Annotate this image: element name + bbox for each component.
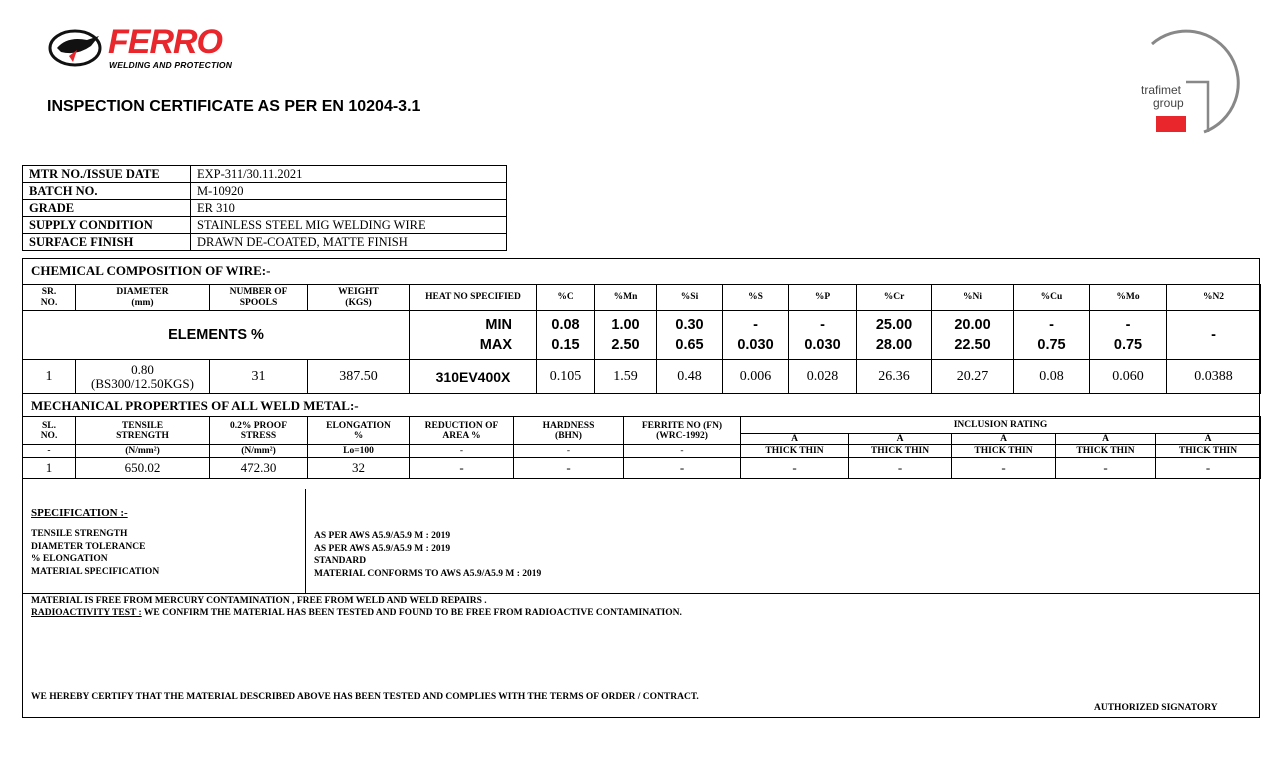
- limit-cr: 25.00 28.00: [857, 311, 932, 360]
- cell-sr: 1: [23, 360, 76, 394]
- cell-proof: 472.30: [210, 458, 308, 479]
- col-proof: 0.2% PROOF STRESS: [210, 417, 308, 445]
- col-ni: %Ni: [932, 285, 1014, 311]
- unit-elongation: Lo=100: [308, 445, 410, 458]
- col-mo: %Mo: [1090, 285, 1167, 311]
- spec-value: STANDARD: [314, 556, 367, 566]
- cell-mo: 0.060: [1090, 360, 1167, 394]
- cell-tensile: 650.02: [76, 458, 210, 479]
- mech-units-row: [23, 445, 1261, 458]
- certificate-title: INSPECTION CERTIFICATE AS PER EN 10204-3.1: [47, 98, 421, 115]
- chemical-header-row: [23, 285, 1261, 311]
- col-cu: %Cu: [1014, 285, 1090, 311]
- unit-tensile: (N/mm²): [76, 445, 210, 458]
- col-n2: %N2: [1167, 285, 1261, 311]
- cell-c: 0.105: [537, 360, 595, 394]
- cell-hardness: -: [514, 458, 624, 479]
- col-heat: HEAT NO SPECIFIED: [410, 285, 537, 311]
- info-row: [23, 166, 507, 183]
- col-tensile: TENSILE STRENGTH: [76, 417, 210, 445]
- col-si: %Si: [657, 285, 723, 311]
- cell-mn: 1.59: [595, 360, 657, 394]
- unit-sl: -: [23, 445, 76, 458]
- cell-cr: 26.36: [857, 360, 932, 394]
- brand-name: FERRO: [108, 23, 222, 61]
- cell-spools: 31: [210, 360, 308, 394]
- limit-c: 0.08 0.15: [537, 311, 595, 360]
- info-value: M-10920: [191, 183, 507, 200]
- mechanical-title: MECHANICAL PROPERTIES OF ALL WELD METAL:-: [31, 398, 359, 413]
- radioactivity-text: WE CONFIRM THE MATERIAL HAS BEEN TESTED AND FOUND TO BE FREE FROM RADIOACTIVE CONTAMINATION.: [141, 608, 682, 618]
- mercury-note: MATERIAL IS FREE FROM MERCURY CONTAMINATION , FREE FROM WELD AND WELD REPAIRS .: [31, 596, 487, 606]
- cell-ni: 20.27: [932, 360, 1014, 394]
- elements-label: ELEMENTS %: [23, 311, 410, 360]
- inclusion-a: A: [952, 434, 1056, 445]
- cell-cu: 0.08: [1014, 360, 1090, 394]
- info-label: BATCH NO.: [23, 183, 191, 200]
- info-row: [23, 234, 507, 251]
- col-spools: NUMBER OF SPOOLS: [210, 285, 308, 311]
- radioactivity-note: [31, 608, 682, 618]
- col-weight: WEIGHT (KGS): [308, 285, 410, 311]
- mechanical-table: [22, 416, 1261, 479]
- info-value: STAINLESS STEEL MIG WELDING WIRE: [191, 217, 507, 234]
- thick-thin: THICK THIN: [1056, 445, 1156, 458]
- col-c: %C: [537, 285, 595, 311]
- spec-label: DIAMETER TOLERANCE: [31, 542, 146, 552]
- unit-ferrite: -: [624, 445, 741, 458]
- inclusion-a: A: [1156, 434, 1261, 445]
- info-row: [23, 183, 507, 200]
- cell-elongation: 32: [308, 458, 410, 479]
- col-diameter: DIAMETER (mm): [76, 285, 210, 311]
- mech-data-row: [23, 458, 1261, 479]
- thick-thin: THICK THIN: [741, 445, 849, 458]
- spec-divider: [305, 489, 306, 593]
- unit-reduction: -: [410, 445, 514, 458]
- info-label: MTR NO./ISSUE DATE: [23, 166, 191, 183]
- certify-statement: WE HEREBY CERTIFY THAT THE MATERIAL DESCRIBED ABOVE HAS BEEN TESTED AND COMPLIES WITH THE TERMS OF ORDER / CONTRACT.: [31, 692, 699, 702]
- chemical-title: CHEMICAL COMPOSITION OF WIRE:-: [31, 263, 271, 278]
- spec-label: MATERIAL SPECIFICATION: [31, 567, 160, 577]
- radioactivity-label: RADIOACTIVITY TEST :: [31, 608, 142, 618]
- cell-inclusion: -: [952, 458, 1056, 479]
- col-sl: SL. NO.: [23, 417, 76, 445]
- spec-label: % ELONGATION: [31, 554, 108, 564]
- cell-heat: 310EV400X: [410, 360, 537, 394]
- limits-row: [23, 311, 1261, 360]
- inclusion-a: A: [849, 434, 952, 445]
- partner-name: [1141, 84, 1184, 110]
- info-value: ER 310: [191, 200, 507, 217]
- trafimet-logo-icon: [1134, 26, 1250, 136]
- col-elongation: ELONGATION %: [308, 417, 410, 445]
- info-table: [22, 165, 507, 251]
- limit-si: 0.30 0.65: [657, 311, 723, 360]
- divider: [22, 593, 1260, 594]
- limit-mo: - 0.75: [1090, 311, 1167, 360]
- thick-thin: THICK THIN: [952, 445, 1056, 458]
- cell-s: 0.006: [723, 360, 789, 394]
- info-row: [23, 200, 507, 217]
- cell-ferrite: -: [624, 458, 741, 479]
- col-mn: %Mn: [595, 285, 657, 311]
- cell-inclusion: -: [1156, 458, 1261, 479]
- col-ferrite: FERRITE NO (FN) (WRC-1992): [624, 417, 741, 445]
- cell-si: 0.48: [657, 360, 723, 394]
- info-value: EXP-311/30.11.2021: [191, 166, 507, 183]
- mech-header-row: [23, 417, 1261, 434]
- unit-proof: (N/mm²): [210, 445, 308, 458]
- col-s: %S: [723, 285, 789, 311]
- cell-reduction: -: [410, 458, 514, 479]
- col-p: %P: [789, 285, 857, 311]
- partner-line1: trafimet: [1141, 83, 1182, 97]
- cell-weight: 387.50: [308, 360, 410, 394]
- info-label: SURFACE FINISH: [23, 234, 191, 251]
- spec-value: AS PER AWS A5.9/A5.9 M : 2019: [314, 531, 451, 541]
- specification-title: SPECIFICATION :-: [31, 507, 128, 519]
- cell-sl: 1: [23, 458, 76, 479]
- cell-n2: 0.0388: [1167, 360, 1261, 394]
- col-inclusion: INCLUSION RATING: [741, 417, 1261, 434]
- spec-value: MATERIAL CONFORMS TO AWS A5.9/A5.9 M : 2019: [314, 569, 542, 579]
- min-max-label: MIN MAX: [410, 311, 537, 360]
- cell-diameter: 0.80 (BS300/12.50KGS): [76, 360, 210, 394]
- col-sr: SR. NO.: [23, 285, 76, 311]
- partner-line2: group: [1153, 96, 1184, 110]
- chemical-data-row: [23, 360, 1261, 394]
- col-cr: %Cr: [857, 285, 932, 311]
- brand-tagline: WELDING AND PROTECTION: [109, 60, 233, 70]
- chemical-table: [22, 284, 1261, 394]
- cell-inclusion: -: [849, 458, 952, 479]
- spec-label: TENSILE STRENGTH: [31, 529, 128, 539]
- limit-p: - 0.030: [789, 311, 857, 360]
- col-reduction: REDUCTION OF AREA %: [410, 417, 514, 445]
- limit-ni: 20.00 22.50: [932, 311, 1014, 360]
- limit-mn: 1.00 2.50: [595, 311, 657, 360]
- spec-value: AS PER AWS A5.9/A5.9 M : 2019: [314, 544, 451, 554]
- cell-p: 0.028: [789, 360, 857, 394]
- limit-cu: - 0.75: [1014, 311, 1090, 360]
- cell-inclusion: -: [1056, 458, 1156, 479]
- inclusion-a: A: [1056, 434, 1156, 445]
- info-label: GRADE: [23, 200, 191, 217]
- thick-thin: THICK THIN: [1156, 445, 1261, 458]
- authorized-signatory: AUTHORIZED SIGNATORY: [1094, 703, 1218, 713]
- info-value: DRAWN DE-COATED, MATTE FINISH: [191, 234, 507, 251]
- thick-thin: THICK THIN: [849, 445, 952, 458]
- cell-inclusion: -: [741, 458, 849, 479]
- limit-n2: -: [1167, 311, 1261, 360]
- info-row: [23, 217, 507, 234]
- divider: [22, 393, 1260, 394]
- info-label: SUPPLY CONDITION: [23, 217, 191, 234]
- inclusion-a: A: [741, 434, 849, 445]
- col-hardness: HARDNESS (BHN): [514, 417, 624, 445]
- unit-hardness: -: [514, 445, 624, 458]
- limit-s: - 0.030: [723, 311, 789, 360]
